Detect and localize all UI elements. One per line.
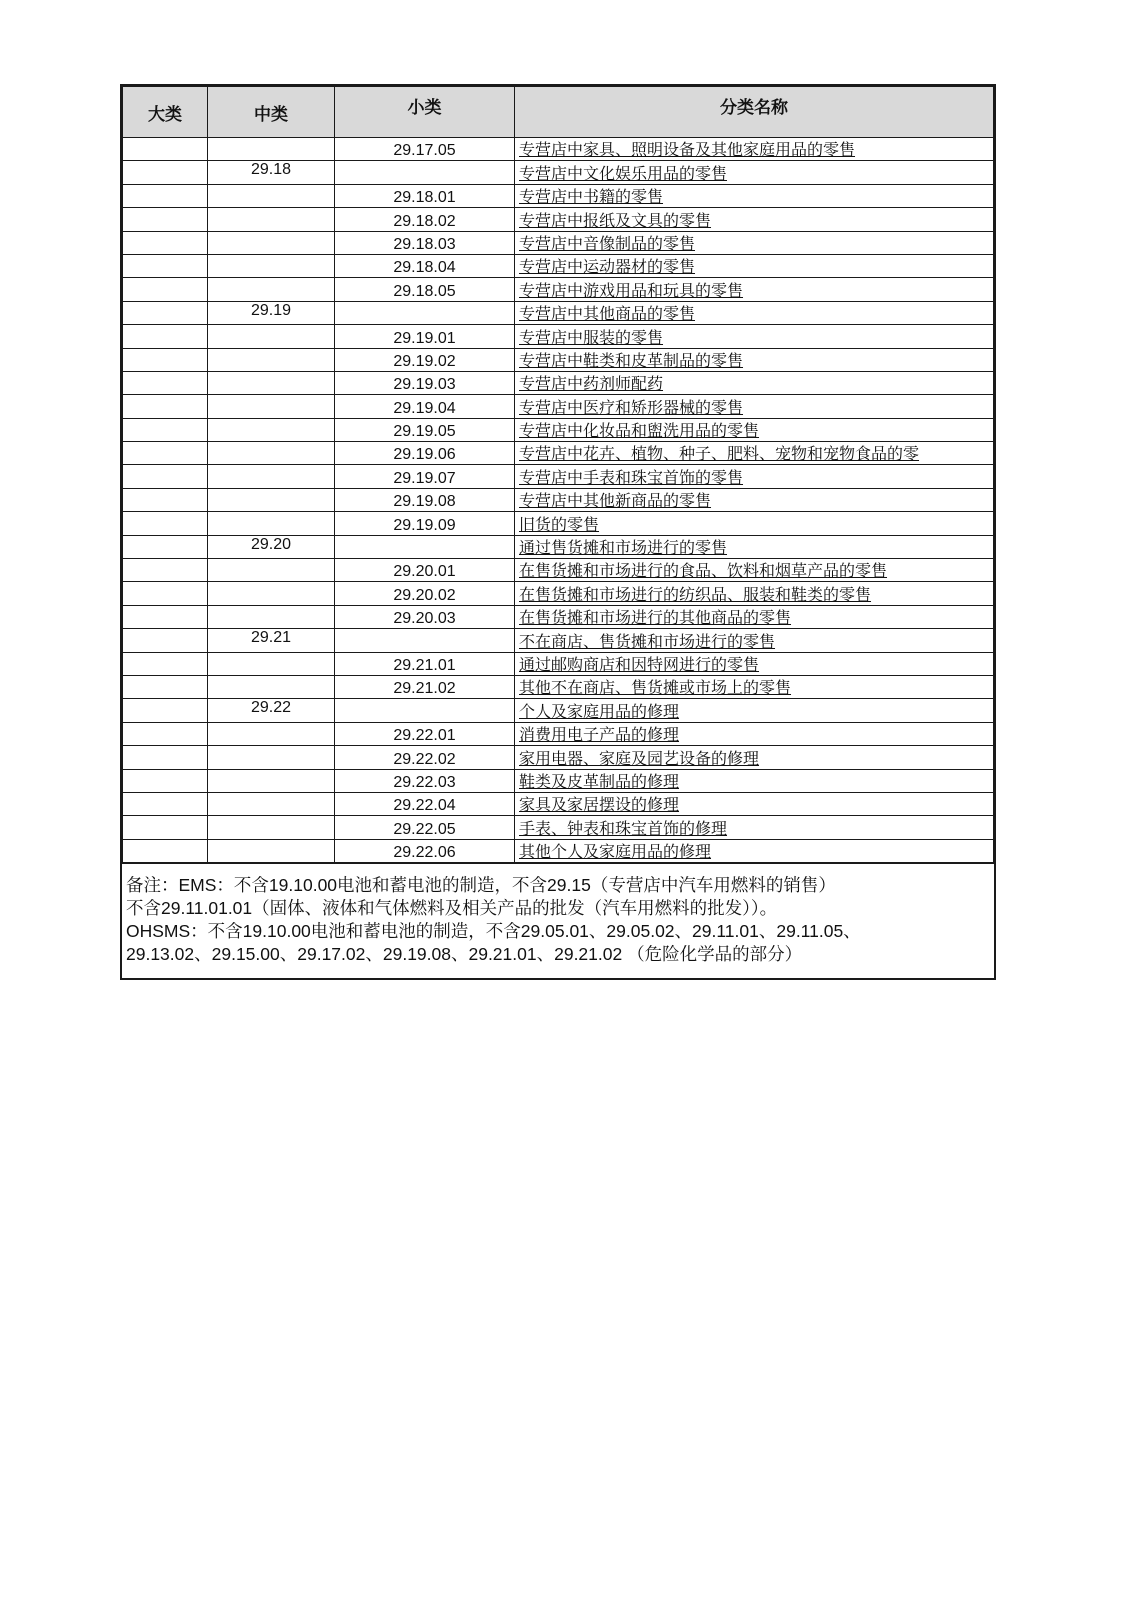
category-name-cell: 专营店中医疗和矫形器械的零售: [515, 395, 994, 418]
minor-category-cell: [335, 161, 515, 184]
minor-category-cell: 29.22.01: [335, 722, 515, 745]
category-name-cell: 专营店中家具、照明设备及其他家庭用品的零售: [515, 138, 994, 161]
table-row: [123, 301, 994, 324]
note-line: 备注：EMS：不含19.10.00电池和蓄电池的制造，不含29.15（专营店中汽车用燃料的销售）: [126, 875, 836, 896]
minor-category-cell: 29.18.03: [335, 231, 515, 254]
minor-category-cell: 29.19.06: [335, 442, 515, 465]
major-category-cell: [123, 138, 208, 161]
major-category-cell: [123, 535, 208, 558]
middle-category-cell: 29.19: [208, 301, 335, 324]
category-name-cell: 专营店中鞋类和皮革制品的零售: [515, 348, 994, 371]
table-row: [123, 418, 994, 441]
major-category-cell: [123, 722, 208, 745]
middle-category-cell: [208, 325, 335, 348]
header-major-category: 大类: [123, 87, 208, 138]
middle-category-cell: [208, 371, 335, 394]
minor-category-cell: [335, 535, 515, 558]
minor-category-cell: 29.22.06: [335, 839, 515, 862]
table-row: [123, 371, 994, 394]
minor-category-cell: 29.21.02: [335, 675, 515, 698]
category-name-cell: 专营店中报纸及文具的零售: [515, 208, 994, 231]
minor-category-cell: 29.19.01: [335, 325, 515, 348]
middle-category-cell: [208, 769, 335, 792]
category-name-cell: 在售货摊和市场进行的食品、饮料和烟草产品的零售: [515, 559, 994, 582]
major-category-cell: [123, 605, 208, 628]
minor-category-cell: [335, 629, 515, 652]
category-name-cell: 通过售货摊和市场进行的零售: [515, 535, 994, 558]
major-category-cell: [123, 839, 208, 862]
category-name-cell: 专营店中书籍的零售: [515, 184, 994, 207]
table-row: [123, 208, 994, 231]
minor-category-cell: 29.20.01: [335, 559, 515, 582]
major-category-cell: [123, 254, 208, 277]
major-category-cell: [123, 231, 208, 254]
table-row: [123, 699, 994, 722]
category-name-cell: 消费用电子产品的修理: [515, 722, 994, 745]
table-row: [123, 442, 994, 465]
note-line: 29.13.02、29.15.00、29.17.02、29.19.08、29.21.01、29.21.02 （危险化学品的部分）: [126, 944, 803, 965]
minor-category-cell: 29.19.08: [335, 488, 515, 511]
category-name-cell: 专营店中花卉、植物、种子、肥料、宠物和宠物食品的零: [515, 442, 994, 465]
minor-category-cell: 29.19.02: [335, 348, 515, 371]
classification-table-sheet: [120, 84, 996, 980]
middle-category-cell: [208, 465, 335, 488]
header-middle-category: 中类: [208, 87, 335, 138]
category-name-cell: 其他不在商店、售货摊或市场上的零售: [515, 675, 994, 698]
minor-category-cell: 29.20.03: [335, 605, 515, 628]
table-row: [123, 535, 994, 558]
table-row: [123, 675, 994, 698]
category-name-cell: 在售货摊和市场进行的其他商品的零售: [515, 605, 994, 628]
minor-category-cell: 29.22.03: [335, 769, 515, 792]
major-category-cell: [123, 325, 208, 348]
major-category-cell: [123, 512, 208, 535]
middle-category-cell: [208, 675, 335, 698]
minor-category-cell: [335, 301, 515, 324]
table-row: [123, 138, 994, 161]
minor-category-cell: 29.21.01: [335, 652, 515, 675]
major-category-cell: [123, 629, 208, 652]
major-category-cell: [123, 301, 208, 324]
table-row: [123, 348, 994, 371]
category-name-cell: 其他个人及家庭用品的修理: [515, 839, 994, 862]
middle-category-cell: [208, 722, 335, 745]
header-category-name: 分类名称: [515, 87, 994, 138]
minor-category-cell: 29.18.05: [335, 278, 515, 301]
category-name-cell: 专营店中化妆品和盥洗用品的零售: [515, 418, 994, 441]
middle-category-cell: [208, 278, 335, 301]
minor-category-cell: 29.19.09: [335, 512, 515, 535]
major-category-cell: [123, 559, 208, 582]
major-category-cell: [123, 488, 208, 511]
category-name-cell: 家用电器、家庭及园艺设备的修理: [515, 746, 994, 769]
middle-category-cell: [208, 816, 335, 839]
middle-category-cell: [208, 652, 335, 675]
table-row: [123, 816, 994, 839]
category-name-cell: 旧货的零售: [515, 512, 994, 535]
major-category-cell: [123, 348, 208, 371]
middle-category-cell: [208, 512, 335, 535]
minor-category-cell: 29.19.07: [335, 465, 515, 488]
table-row: [123, 512, 994, 535]
category-name-cell: 专营店中其他新商品的零售: [515, 488, 994, 511]
table-row: [123, 746, 994, 769]
middle-category-cell: [208, 839, 335, 862]
middle-category-cell: [208, 792, 335, 815]
middle-category-cell: 29.18: [208, 161, 335, 184]
table-row: [123, 161, 994, 184]
classification-table: [122, 86, 994, 863]
middle-category-cell: [208, 582, 335, 605]
table-row: [123, 278, 994, 301]
major-category-cell: [123, 816, 208, 839]
middle-category-cell: [208, 488, 335, 511]
middle-category-cell: [208, 138, 335, 161]
table-row: [123, 231, 994, 254]
table-row: [123, 605, 994, 628]
major-category-cell: [123, 395, 208, 418]
category-name-cell: 专营店中手表和珠宝首饰的零售: [515, 465, 994, 488]
minor-category-cell: 29.19.04: [335, 395, 515, 418]
category-name-cell: 通过邮购商店和因特网进行的零售: [515, 652, 994, 675]
minor-category-cell: 29.19.03: [335, 371, 515, 394]
category-name-cell: 在售货摊和市场进行的纺织品、服装和鞋类的零售: [515, 582, 994, 605]
middle-category-cell: [208, 605, 335, 628]
middle-category-cell: [208, 746, 335, 769]
major-category-cell: [123, 208, 208, 231]
remarks-note: [122, 863, 994, 978]
table-row: [123, 465, 994, 488]
major-category-cell: [123, 675, 208, 698]
category-name-cell: 专营店中文化娱乐用品的零售: [515, 161, 994, 184]
middle-category-cell: 29.20: [208, 535, 335, 558]
table-row: [123, 792, 994, 815]
table-row: [123, 839, 994, 862]
note-line: 不含29.11.01.01（固体、液体和气体燃料及相关产品的批发（汽车用燃料的批发））。: [126, 898, 778, 919]
table-row: [123, 722, 994, 745]
table-row: [123, 582, 994, 605]
header-row: [123, 87, 994, 138]
middle-category-cell: [208, 184, 335, 207]
category-name-cell: 专营店中服装的零售: [515, 325, 994, 348]
table-row: [123, 254, 994, 277]
middle-category-cell: [208, 559, 335, 582]
middle-category-cell: [208, 231, 335, 254]
middle-category-cell: [208, 254, 335, 277]
table-row: [123, 395, 994, 418]
table-row: [123, 325, 994, 348]
note-line: OHSMS：不含19.10.00电池和蓄电池的制造，不含29.05.01、29.05.02、29.11.01、29.11.05、: [126, 921, 861, 942]
minor-category-cell: 29.18.01: [335, 184, 515, 207]
category-name-cell: 手表、钟表和珠宝首饰的修理: [515, 816, 994, 839]
category-name-cell: 专营店中音像制品的零售: [515, 231, 994, 254]
category-name-cell: 专营店中游戏用品和玩具的零售: [515, 278, 994, 301]
minor-category-cell: 29.22.02: [335, 746, 515, 769]
middle-category-cell: [208, 418, 335, 441]
minor-category-cell: 29.22.04: [335, 792, 515, 815]
major-category-cell: [123, 792, 208, 815]
table-body: [123, 138, 994, 863]
major-category-cell: [123, 184, 208, 207]
table-row: [123, 184, 994, 207]
minor-category-cell: [335, 699, 515, 722]
table-row: [123, 559, 994, 582]
minor-category-cell: 29.22.05: [335, 816, 515, 839]
middle-category-cell: [208, 348, 335, 371]
major-category-cell: [123, 442, 208, 465]
major-category-cell: [123, 699, 208, 722]
category-name-cell: 不在商店、售货摊和市场进行的零售: [515, 629, 994, 652]
table-row: [123, 629, 994, 652]
category-name-cell: 专营店中其他商品的零售: [515, 301, 994, 324]
minor-category-cell: 29.19.05: [335, 418, 515, 441]
middle-category-cell: [208, 442, 335, 465]
category-name-cell: 专营店中药剂师配药: [515, 371, 994, 394]
category-name-cell: 专营店中运动器材的零售: [515, 254, 994, 277]
middle-category-cell: 29.22: [208, 699, 335, 722]
major-category-cell: [123, 746, 208, 769]
minor-category-cell: 29.18.04: [335, 254, 515, 277]
major-category-cell: [123, 371, 208, 394]
category-name-cell: 个人及家庭用品的修理: [515, 699, 994, 722]
minor-category-cell: 29.20.02: [335, 582, 515, 605]
header-minor-category: 小类: [335, 87, 515, 138]
major-category-cell: [123, 418, 208, 441]
major-category-cell: [123, 465, 208, 488]
table-row: [123, 769, 994, 792]
major-category-cell: [123, 161, 208, 184]
middle-category-cell: [208, 395, 335, 418]
major-category-cell: [123, 278, 208, 301]
major-category-cell: [123, 769, 208, 792]
major-category-cell: [123, 582, 208, 605]
table-row: [123, 652, 994, 675]
category-name-cell: 鞋类及皮革制品的修理: [515, 769, 994, 792]
minor-category-cell: 29.18.02: [335, 208, 515, 231]
minor-category-cell: 29.17.05: [335, 138, 515, 161]
table-row: [123, 488, 994, 511]
category-name-cell: 家具及家居摆设的修理: [515, 792, 994, 815]
middle-category-cell: [208, 208, 335, 231]
major-category-cell: [123, 652, 208, 675]
middle-category-cell: 29.21: [208, 629, 335, 652]
